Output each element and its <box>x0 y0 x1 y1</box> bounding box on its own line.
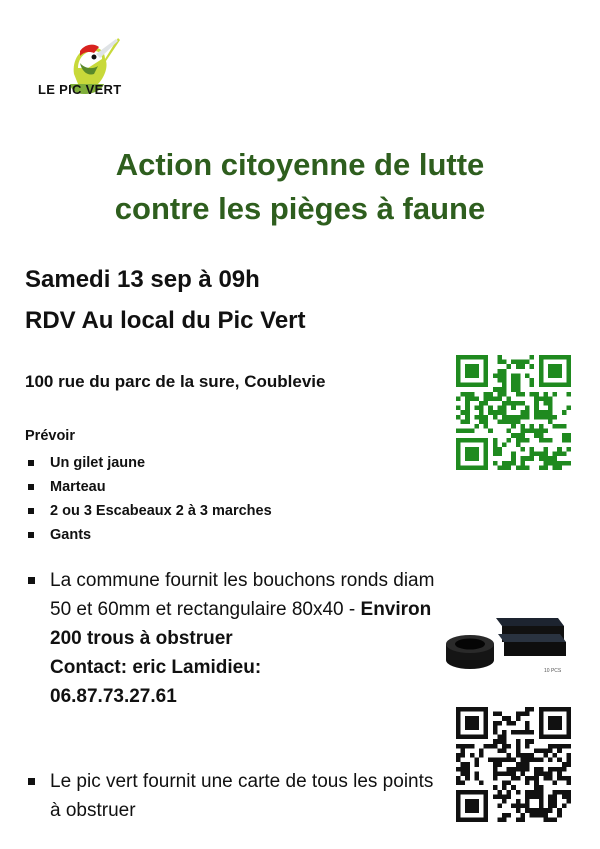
contact-label: Contact: eric Lamidieu: <box>50 657 262 678</box>
prevoir-item <box>25 475 272 499</box>
contact-phone: 06.87.73.27.61 <box>50 686 177 707</box>
bullet-icon <box>28 778 35 785</box>
prevoir-item-label: 2 ou 3 Escabeaux 2 à 3 marches <box>50 503 272 519</box>
prevoir-item <box>25 499 272 523</box>
prevoir-item-label: Un gilet jaune <box>50 455 146 471</box>
commune-text-plain: La commune fournit les bouchons ronds diam 50 et 60mm et rectangulaire 80x40 - <box>50 570 435 620</box>
prevoir-item <box>25 523 272 547</box>
carte-block <box>25 767 445 827</box>
commune-text <box>50 566 445 711</box>
logo-text: LE PIC VERT <box>38 82 122 97</box>
title-line-1: Action citoyenne de lutte <box>115 147 485 182</box>
prevoir-item-label: Gants <box>50 527 92 543</box>
bullet-icon <box>28 508 34 514</box>
carte-text: Le pic vert fournit une carte de tous les points à obstruer <box>50 771 434 821</box>
qr-code-icon[interactable] <box>456 707 571 822</box>
qr-code-icon[interactable] <box>456 355 571 470</box>
prevoir-heading: Prévoir <box>25 428 75 444</box>
end-caps-image <box>440 598 570 676</box>
prevoir-item <box>25 451 272 475</box>
prevoir-list <box>25 451 272 547</box>
title-line-2: contre les pièges à faune <box>114 191 486 226</box>
bullet-icon <box>28 532 34 538</box>
commune-block <box>25 566 445 746</box>
event-address: 100 rue du parc de la sure, Coublevie <box>25 372 326 391</box>
bullet-icon <box>28 577 35 584</box>
caps-label: 10 PCS <box>544 668 562 674</box>
bullet-icon <box>28 460 34 466</box>
prevoir-item-label: Marteau <box>50 479 106 495</box>
bullet-icon <box>28 484 34 490</box>
commune-text-bold: Environ 200 trous à obstruer <box>50 599 432 649</box>
event-date: Samedi 13 sep à 09h <box>25 266 260 293</box>
event-rdv: RDV Au local du Pic Vert <box>25 307 306 334</box>
